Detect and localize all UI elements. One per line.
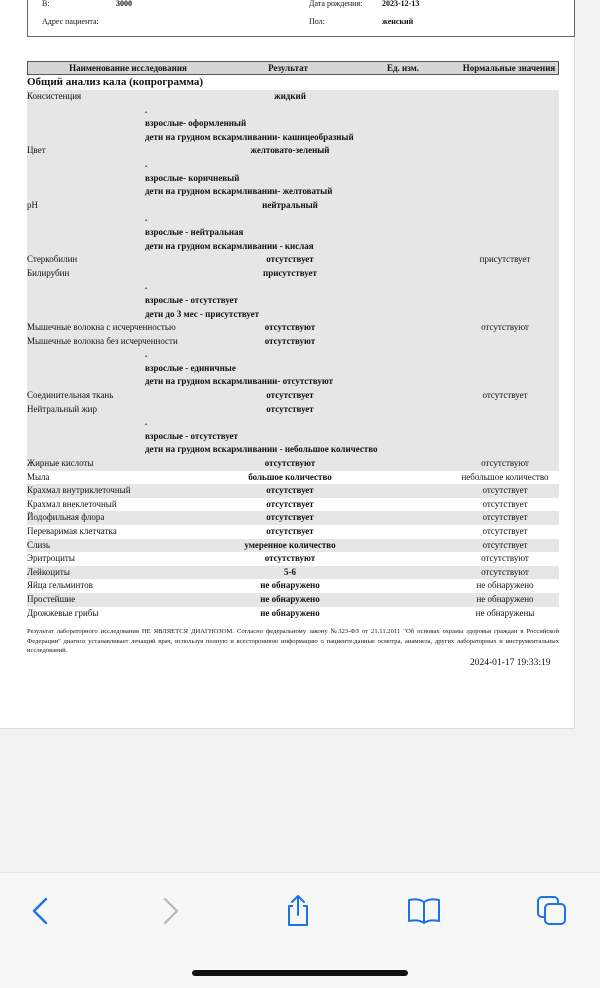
row-name: Крахмал внеклеточный [27, 498, 117, 509]
reference-block [27, 158, 559, 199]
table-row [27, 607, 559, 621]
reference-line: . [145, 213, 148, 224]
reference-block [27, 280, 559, 321]
row-result: отсутствуют [264, 458, 316, 469]
row-result: не обнаружено [260, 580, 320, 591]
row-result: отсутствуют [264, 322, 316, 333]
row-result: большое количество [248, 471, 332, 482]
chevron-right-icon [159, 896, 183, 926]
table-row [27, 525, 559, 539]
row-unit [375, 267, 451, 281]
back-button[interactable] [18, 889, 62, 933]
row-result: 5-6 [284, 566, 296, 577]
disclaimer-text: Результат лабораторного исследования НЕ ЯВЛЯЕТСЯ ДИАГНОЗОМ. Согласно федеральному закону №323-ФЗ от 21.11.2011 "Об основах охраны здоровья граждан в Российской Федерации" диагноз устанавливает лечащий врач, используя полную и всестороннюю информацию о пациенте:данные осмотра, анамнеза, других лабораторных и инструментальных исследований. [27, 628, 559, 655]
report-timestamp: 2024-01-17 19:33:19 [470, 658, 551, 668]
row-norm: отсутствуют [481, 458, 529, 469]
row-unit [375, 335, 451, 349]
share-button[interactable] [276, 889, 320, 933]
reference-line: дети до 3 мес - присутствует [145, 308, 260, 319]
section-title: Общий анализ кала (копрограмма) [27, 76, 204, 88]
row-result: отсутствует [266, 390, 314, 401]
row-norm [451, 335, 559, 349]
row-norm [451, 90, 559, 104]
row-result: отсутствует [266, 254, 314, 265]
row-norm: отсутствует [482, 526, 528, 536]
row-name: Переваримая клетчатка [27, 526, 117, 536]
reference-line: дети на грудном вскармливании - кислая [145, 240, 314, 251]
row-unit [375, 321, 451, 335]
header-label-v: В: [42, 0, 50, 8]
table-row [27, 471, 559, 485]
reference-line: дети на грудном вскармливании- желтоватый [145, 186, 333, 197]
reference-line: взрослые - нейтральная [145, 226, 244, 237]
reference-line: дети на грудном вскармливании - небольшое количество [145, 444, 378, 455]
row-norm: не обнаружено [476, 580, 534, 591]
reference-line: взрослые - отсутствует [145, 294, 238, 305]
row-unit [375, 90, 451, 104]
row-result: отсутствует [266, 403, 314, 414]
reference-block [27, 416, 559, 457]
row-result: отсутствуют [264, 553, 316, 564]
table-row [27, 579, 559, 593]
row-norm: отсутствуют [481, 322, 529, 333]
row-result: присутствует [263, 267, 317, 278]
table-row [27, 539, 559, 553]
reference-block [27, 104, 559, 145]
row-unit [375, 403, 451, 417]
table-row [27, 457, 559, 471]
reference-line: дети на грудном вскармливании- отсутствуют [145, 376, 334, 387]
row-norm: небольшое количество [461, 471, 549, 482]
row-unit [375, 525, 451, 539]
home-indicator [192, 970, 408, 976]
row-unit [375, 471, 451, 485]
column-header-name: Наименование исследования [69, 63, 187, 73]
forward-button[interactable] [149, 889, 193, 933]
reference-line: . [145, 417, 148, 428]
row-name: Йодофильная флора [27, 512, 105, 523]
row-name: Соединительная ткань [27, 390, 114, 401]
row-result: желтовато-зеленый [250, 145, 330, 156]
reference-line: взрослые - единичные [145, 362, 236, 373]
table-row [27, 321, 559, 335]
header-label-birthdate: Дата рождения: [309, 0, 363, 8]
row-norm: отсутствуют [481, 553, 529, 564]
header-value-sex: женский [382, 17, 414, 26]
column-header-result: Результат [268, 63, 308, 73]
row-name: Крахмал внутриклеточный [27, 485, 131, 496]
row-name: Дрожжевые грибы [27, 607, 99, 618]
table-header [27, 61, 559, 75]
table-row [27, 90, 559, 104]
tabs-button[interactable] [530, 889, 574, 933]
row-unit [375, 607, 451, 621]
row-unit [375, 144, 451, 158]
row-norm [451, 403, 559, 417]
reference-line: взрослые- оформленный [145, 118, 247, 129]
row-norm: присутствует [479, 254, 531, 265]
column-header-unit: Ед. изм. [386, 63, 420, 73]
row-result: отсутствует [266, 526, 314, 536]
table-row [27, 484, 559, 498]
share-icon [283, 894, 313, 928]
row-norm: отсутствуют [481, 566, 529, 577]
row-norm [451, 267, 559, 281]
table-row [27, 498, 559, 512]
row-name: Стеркобилин [27, 254, 78, 265]
table-row [27, 552, 559, 566]
row-unit [375, 552, 451, 566]
reference-block [27, 212, 559, 253]
row-name: Мыла [27, 471, 50, 482]
reference-line: . [145, 349, 148, 360]
header-label-sex: Пол: [309, 17, 325, 26]
row-norm [451, 144, 559, 158]
reference-line: . [145, 281, 148, 292]
row-name: Лейкоциты [27, 566, 70, 577]
row-unit [375, 511, 451, 525]
row-result: отсутствует [266, 485, 314, 496]
row-norm: не обнаружены [475, 607, 535, 618]
row-norm: отсутствует [482, 390, 528, 401]
header-value-v: 3000 [116, 0, 132, 8]
row-unit [375, 389, 451, 403]
row-result: отсутствуют [264, 335, 316, 346]
row-result: не обнаружено [260, 607, 320, 618]
row-unit [375, 457, 451, 471]
header-label-address: Адрес пациента: [42, 17, 99, 26]
row-name: Жирные кислоты [27, 458, 94, 469]
chevron-left-icon [28, 896, 52, 926]
reference-line: дети на грудном вскармливании- кашицеобразный [145, 131, 354, 142]
row-unit [375, 498, 451, 512]
table-body [27, 90, 559, 620]
row-name: Консистенция [27, 91, 82, 101]
patient-header [27, 0, 575, 37]
row-norm [451, 199, 559, 213]
row-result: жидкий [274, 91, 306, 101]
row-norm: не обнаружено [476, 593, 534, 604]
row-unit [375, 539, 451, 553]
book-icon [406, 896, 442, 926]
row-name: Нейтральный жир [27, 403, 97, 414]
row-name: Яйца гельминтов [27, 580, 93, 591]
table-row [27, 199, 559, 213]
row-name: Простейшие [27, 593, 76, 604]
browser-toolbar [0, 872, 600, 988]
row-result: не обнаружено [260, 593, 320, 604]
row-norm: отсутствует [482, 539, 528, 550]
row-result: отсутствует [266, 498, 314, 509]
table-row [27, 253, 559, 267]
row-norm: отсутствует [482, 498, 528, 509]
reference-block [27, 348, 559, 389]
reference-line: взрослые- коричневый [145, 172, 240, 183]
row-unit [375, 566, 451, 580]
table-row [27, 267, 559, 281]
row-norm: отсутствует [482, 485, 528, 496]
row-name: Билирубин [27, 267, 70, 278]
reference-line: . [145, 158, 148, 169]
table-row [27, 144, 559, 158]
table-row [27, 403, 559, 417]
row-name: Слизь [27, 539, 50, 550]
row-unit [375, 484, 451, 498]
row-name: Мышечные волокна без исчерченности [27, 335, 178, 346]
reference-line: . [145, 104, 148, 115]
row-name: Цвет [27, 145, 46, 156]
row-norm: отсутствует [482, 512, 528, 523]
row-result: умеренное количество [244, 539, 336, 550]
bookmarks-button[interactable] [402, 889, 446, 933]
row-name: pH [27, 199, 38, 210]
row-unit [375, 593, 451, 607]
column-header-norm: Нормальные значения [462, 63, 556, 73]
header-value-birthdate: 2023-12-13 [382, 0, 420, 8]
row-result: отсутствует [266, 512, 314, 523]
row-name: Мышечные волокна с исчерченностью [27, 322, 176, 333]
row-result: нейтральный [262, 199, 318, 210]
table-row [27, 389, 559, 403]
table-row [27, 593, 559, 607]
tabs-icon [535, 894, 569, 928]
table-row [27, 335, 559, 349]
reference-line: взрослые - отсутствует [145, 430, 238, 441]
results-table [27, 61, 559, 620]
row-unit [375, 579, 451, 593]
table-row [27, 511, 559, 525]
table-row [27, 566, 559, 580]
row-unit [375, 199, 451, 213]
row-unit [375, 253, 451, 267]
row-name: Эритроциты [27, 553, 75, 564]
